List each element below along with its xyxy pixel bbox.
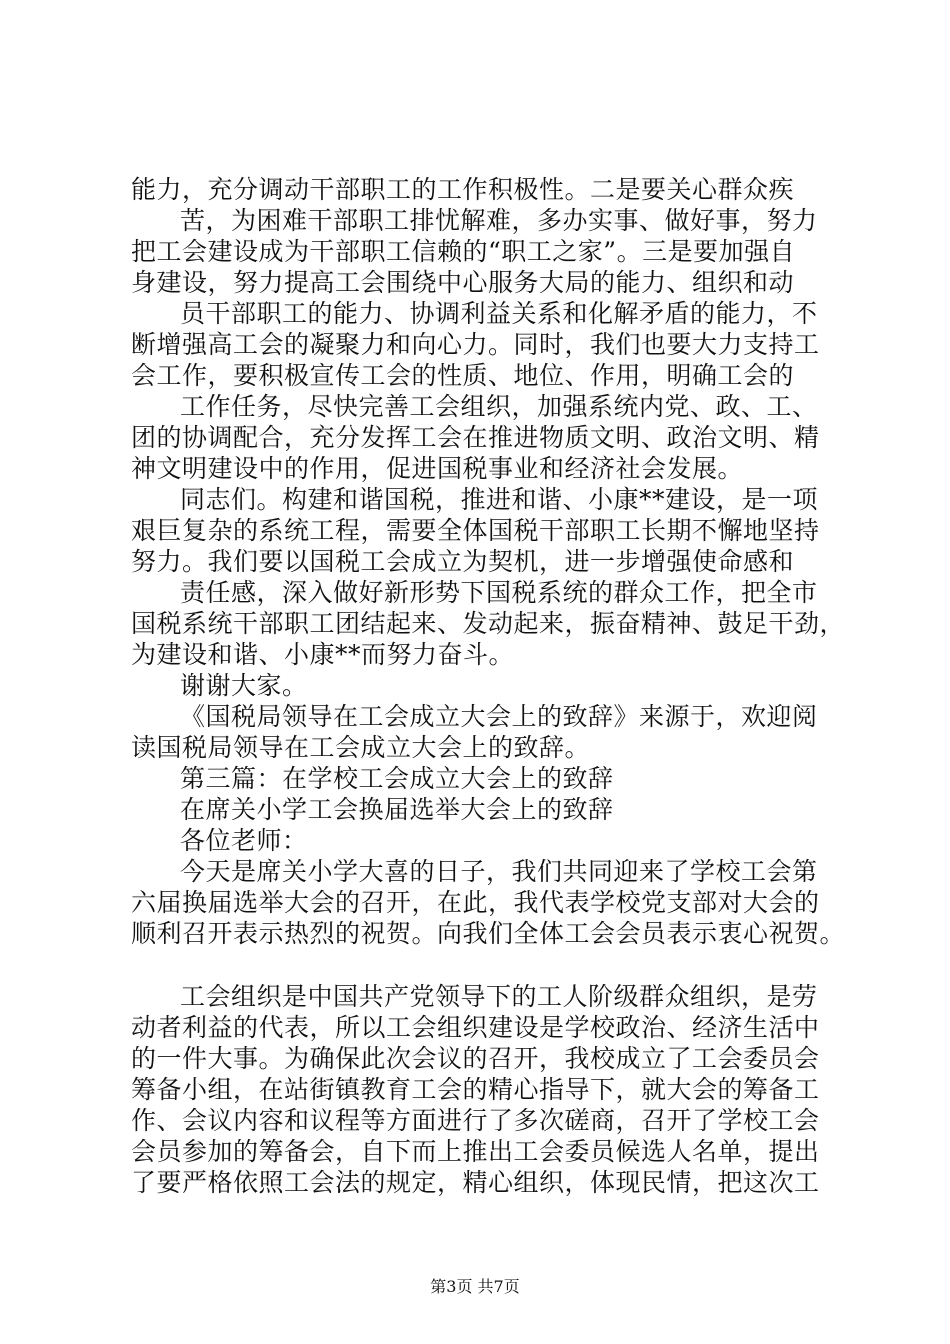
body-line-4: 身建设，努力提高工会围绕中心服务大局的能力、组织和动 — [131, 268, 795, 297]
body-line-10: 神文明建设中的作用，促进国税事业和经济社会发展。 — [131, 454, 744, 483]
body-line-29: 筹备小组，在站街镇教育工会的精心指导下，就大会的筹备工 — [131, 1075, 820, 1104]
body-line-27: 动者利益的代表，所以工会组织建设是学校政治、经济生活中 — [131, 1013, 820, 1042]
body-line-17: 谢谢大家。 — [180, 671, 308, 700]
body-line-26: 工会组织是中国共产党领导下的工人阶级群众组织，是劳 — [180, 982, 818, 1011]
section-heading: 第三篇：在学校工会成立大会上的致辞 — [180, 764, 614, 793]
body-line-18: 《国税局领导在工会成立大会上的致辞》来源于，欢迎阅 — [180, 702, 818, 731]
salutation: 各位老师： — [180, 826, 308, 855]
body-line-6: 断增强高工会的凝聚力和向心力。同时，我们也要大力支持工 — [131, 330, 820, 359]
body-line-2: 苦，为困难干部职工排忧解难，多办实事、做好事，努力 — [180, 206, 818, 235]
body-line-13: 努力。我们要以国税工会成立为契机，进一步增强使命感和 — [131, 547, 795, 576]
body-line-25: 顺利召开表示热烈的祝贺。向我们全体工会会员表示衷心祝贺。 — [131, 919, 846, 948]
body-line-1: 能力，充分调动干部职工的工作积极性。二是要关心群众疾 — [131, 175, 795, 204]
body-line-19: 读国税局领导在工会成立大会上的致辞。 — [131, 733, 591, 762]
body-line-30: 作、会议内容和议程等方面进行了多次磋商，召开了学校工会 — [131, 1106, 820, 1135]
page-number-footer: 第3页 共7页 — [430, 1277, 520, 1296]
body-line-23: 今天是席关小学大喜的日子，我们共同迎来了学校工会第 — [180, 857, 818, 886]
body-line-3: 把工会建设成为干部职工信赖的“职工之家”。三是要加强自 — [131, 237, 796, 266]
body-line-24: 六届换届选举大会的召开，在此，我代表学校党支部对大会的 — [131, 888, 820, 917]
body-line-31: 会员参加的筹备会，自下而上推出工会委员候选人名单，提出 — [131, 1137, 820, 1166]
body-line-11: 同志们。构建和谐国税，推进和谐、小康**建设，是一项 — [180, 485, 819, 514]
body-line-5: 员干部职工的能力、协调利益关系和化解矛盾的能力，不 — [180, 299, 818, 328]
body-line-28: 的一件大事。为确保此次会议的召开，我校成立了工会委员会 — [131, 1044, 820, 1073]
body-line-16: 为建设和谐、小康**而努力奋斗。 — [131, 640, 515, 669]
speech-title: 在席关小学工会换届选举大会上的致辞 — [180, 795, 614, 824]
body-line-12: 艰巨复杂的系统工程，需要全体国税干部职工长期不懈地坚持 — [131, 516, 820, 545]
body-line-7: 会工作，要积极宣传工会的性质、地位、作用，明确工会的 — [131, 361, 795, 390]
body-line-15: 国税系统干部职工团结起来、发动起来，振奋精神、鼓足干劲， — [131, 609, 846, 638]
body-line-8: 工作任务，尽快完善工会组织，加强系统内党、政、工、 — [180, 392, 818, 421]
body-line-9: 团的协调配合，充分发挥工会在推进物质文明、政治文明、精 — [131, 423, 820, 452]
body-line-32: 了要严格依照工会法的规定，精心组织，体现民情，把这次工 — [131, 1168, 820, 1197]
body-line-14: 责任感，深入做好新形势下国税系统的群众工作，把全市 — [180, 578, 818, 607]
